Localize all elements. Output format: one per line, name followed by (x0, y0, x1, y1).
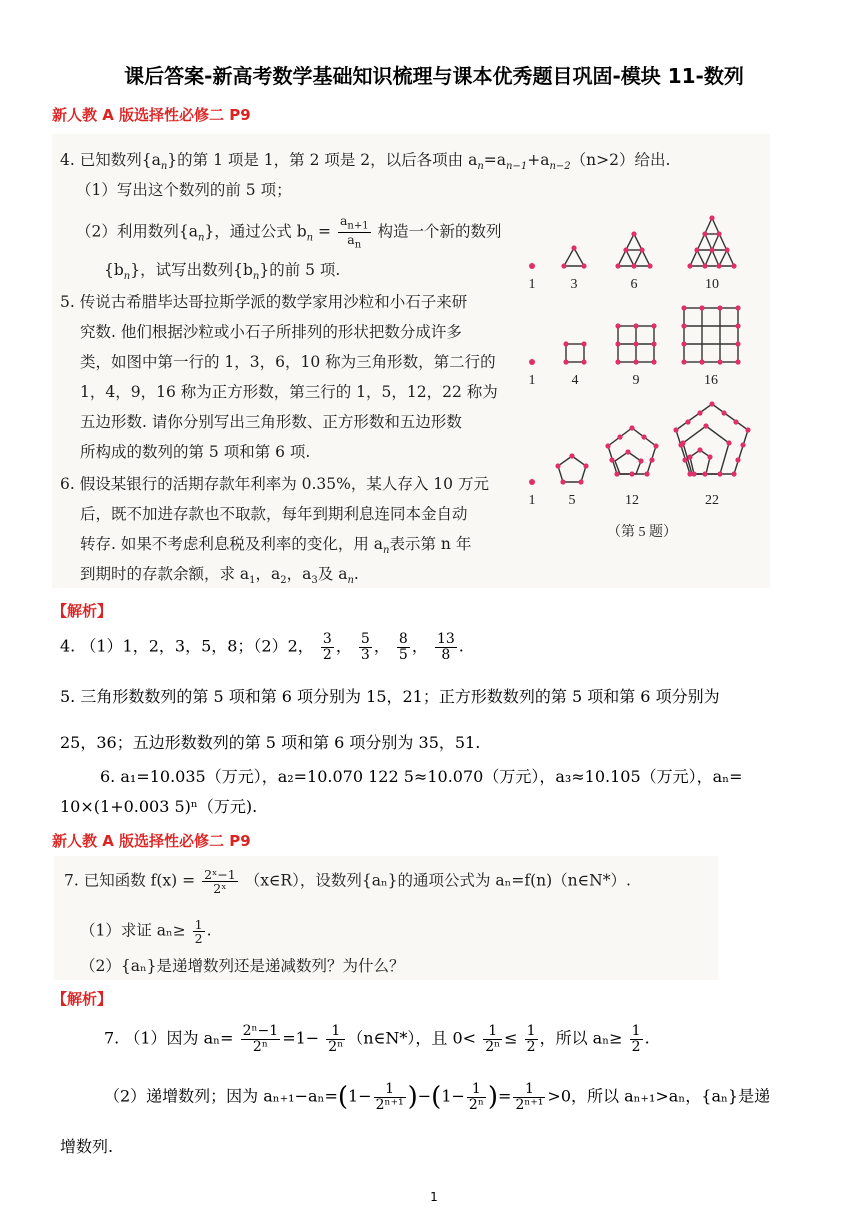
figurate-numbers-figure (514, 204, 764, 584)
square-label-1: 1 (528, 373, 536, 388)
problem-5-line-4: 1，4，9，16 称为正方形数，第三行的 1，5，12，22 称为 (80, 383, 498, 401)
problem-5-line-2: 究数. 他们根据沙粒或小石子所排列的形状把数分成许多 (80, 323, 462, 341)
square-16 (684, 308, 738, 362)
answer-7-part-2: （2）递增数列；因为 aₙ₊₁−aₙ=(1− $\frac{1}{\text{2ⁿ⁺¹}}$ )−(1− $\frac{1}{\text{2ⁿ}}$ )= $\frac{1}{\text{2ⁿ⁺¹}}$ >0，所以 aₙ₊₁>aₙ，{aₙ}是递 (104, 1081, 771, 1113)
triangular-dot-1 (529, 263, 535, 269)
square-dots (529, 305, 741, 365)
problem-4-part-2-cont: $\{b_n\}$，试写出数列$\{b_n\}$的前 5 项. (104, 261, 341, 283)
problem-5-line-5: 五边形数. 请你分别写出三角形数、正方形数和五边形数 (80, 413, 462, 431)
problem-6-line-3: 转存. 如果不考虑利息税及利率的变化，用 $a_n$表示第 n 年 (80, 535, 472, 557)
square-label-3: 9 (632, 373, 640, 388)
problem-6-line-2: 后，既不加进存款也不取款，每年到期利息连同本金自动 (80, 505, 468, 523)
square-row (566, 308, 738, 362)
triangular-label-2: 3 (570, 277, 578, 292)
triangular-10 (690, 218, 734, 266)
answer-7-part-1: 7. （1）因为 aₙ= $\frac{\text{2ⁿ−1}}{\text{2ⁿ}}$ =1− $\frac{1}{\text{2ⁿ}}$ （n∈N*），且 0< $\frac{1}{\text{2ⁿ}}$ ≤ $\frac{1}{2}$ ，所以 aₙ≥ $\frac{1}{2}$ . (104, 1023, 650, 1055)
problem-7-stem: 7. 已知函数 f(x) = $\frac{\text{2ˣ−1}}{\text{2ˣ}}$ （x∈R），设数列{aₙ}的通项公式为 aₙ=f(n)（n∈N*）. (64, 867, 631, 897)
problem-4-part-1: （1）写出这个数列的前 5 项； (76, 181, 292, 199)
square-label-2: 4 (571, 373, 579, 388)
triangular-row (529, 218, 734, 269)
problem-4-part-2: （2）利用数列$\{a_n\}$，通过公式 $b_n$ = $\frac{a_{n+1}}{a_n}$ 构造一个新的数列 (76, 213, 502, 251)
problem-5-line-6: 所构成的数列的第 5 项和第 6 项. (80, 443, 311, 461)
triangular-label-1: 1 (528, 277, 536, 292)
answer-7-part-2-cont: 增数列. (60, 1137, 114, 1156)
pentagon-22 (676, 404, 748, 474)
answer-6-line-2: 10×(1+0.003 5)ⁿ（万元). (60, 797, 258, 816)
pentagon-12 (608, 428, 656, 474)
answer-5-line-2: 25，36；五边形数数列的第 5 项和第 6 项分别为 35，51. (60, 733, 481, 752)
problem-6-line-1: 6. 假设某银行的活期存款年利率为 0.35%，某人存入 10 万元 (60, 475, 489, 493)
pentagon-5 (558, 456, 586, 482)
pentagonal-row (558, 404, 748, 482)
problem-5-line-3: 类，如图中第一行的 1，3，6，10 称为三角形数，第二行的 (80, 353, 496, 371)
source-label-1: 新人教 A 版选择性必修二 P9 (52, 106, 251, 124)
pentagonal-label-3: 12 (625, 493, 639, 508)
page-number: 1 (430, 1190, 438, 1204)
triangular-label-3: 6 (630, 277, 638, 292)
b-n-formula-fraction: $\frac{a_{n+1}}{a_n}$ (339, 213, 369, 251)
problem-5-line-1: 5. 传说古希腊毕达哥拉斯学派的数学家用沙粒和小石子来研 (60, 293, 468, 311)
triangular-label-4: 10 (705, 277, 719, 292)
analysis-label-1: 【解析】 (52, 602, 113, 620)
textbook-excerpt-1 (52, 134, 770, 588)
triangular-3 (564, 248, 584, 266)
triangular-dots (561, 215, 736, 268)
answer-6-line-1: 6. a₁=10.035（万元），a₂=10.070 122 5≈10.070（万元），a₃≈10.105（万元），aₙ= (100, 767, 743, 786)
problem-4-stem: 4. 已知数列$\{a_n\}$的第 1 项是 1，第 2 项是 2，以后各项由 $a_n=a_{n-1}+a_{n-2}(n>2)$给出. (60, 151, 671, 173)
answer-5-line-1: 5. 三角形数数列的第 5 项和第 6 项分别为 15，21；正方形数数列的第 5 项和第 6 项分别为 (60, 687, 720, 706)
pentagonal-dots (529, 401, 751, 485)
figure-caption: （第 5 题） (607, 525, 677, 540)
answer-4: 4. （1）1，2，3，5，8；（2）2， $\frac{3}{2}$ ， $\frac{5}{3}$ ， $\frac{8}{5}$ ， $\frac{13}{8}$ . (60, 631, 464, 663)
square-4 (566, 344, 584, 362)
square-label-4: 16 (704, 373, 718, 388)
pentagonal-label-1: 1 (528, 493, 536, 508)
textbook-excerpt-2 (54, 856, 718, 980)
pentagonal-label-4: 22 (705, 493, 719, 508)
source-label-2: 新人教 A 版选择性必修二 P9 (52, 832, 251, 850)
pentagonal-label-2: 5 (568, 493, 576, 508)
problem-7-part-2: （2）{aₙ}是递增数列还是递减数列？为什么？ (80, 957, 405, 975)
document-title: 课后答案-新高考数学基础知识梳理与课本优秀题目巩固-模块 11-数列 (124, 64, 744, 88)
problem-7-part-1: （1）求证 aₙ≥ $\frac{1}{2}$ . (80, 917, 212, 947)
problem-6-line-4: 到期时的存款余额，求 $a_1$，$a_2$，$a_3$及 $a_n$. (80, 565, 359, 587)
analysis-label-2: 【解析】 (52, 990, 113, 1008)
